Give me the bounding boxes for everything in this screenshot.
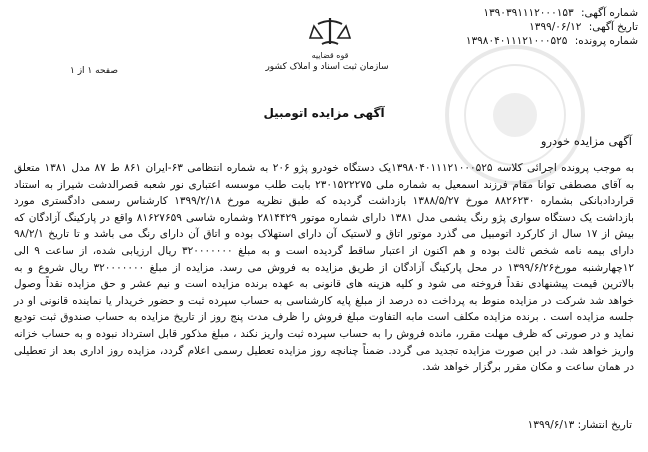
page-number: صفحه ۱ از ۱ [70,66,118,76]
notice-body: به موجب پرونده اجرائی کلاسه ۱۳۹۸۰۴۰۱۱۱۲۱۰۰۰۵۲۵یک دستگاه خودرو پژو ۲۰۶ به شماره انتظامی ۶۳-ایران ۸۶۱ ط ۸۷ مدل ۱۳۸۱ متعلق به آقای مصطفی توانا مقام فرزند اسمعیل به شماره ملی ۲۳۰۱۵۲۲۲۷۵ بابت طلب موسسه اعتباری نور شعبه قصرالدشت شیراز به استناد قراردادبانکی بشماره ۸۸۲۶۲۳۰ مورخ ۱۳۸۸/۵/۲۷ بازداشت گردیده که طبق نظریه مورخ ۱۳۹۹/۲/۱۸ کارشناس رسمی دادگستری مورد بازداشت یک دستگاه سواری پژو رنگ یشمی مدل ۱۳۸۱ دارای شماره موتور ۲۸۱۴۴۲۹ وشماره شاسی ۸۱۶۲۷۶۵۹ واقع در پارکینگ آزادگان که بیش از ۱۷ سال از کارکرد اتومبیل می گذرد موتور اتاق و لاستیک آن دارای استهلاک بوده و اتاق آن دارای رنگ می باشد و تا تاریخ ۹۸/۲/۱ دارای بیمه نامه شخص ثالث بوده و هم اکنون از اعتبار ساقط گردیده است و به مبلغ ۳۲۰۰۰۰۰۰۰ ریال ارزیابی شده، از ساعت ۹ الی ۱۲چهارشنبه مورخ۱۳۹۹/۶/۲۶ در محل پارکینگ آزادگان از طریق مزایده به فروش می رسد. مزایده از مبلغ ۳۲۰۰۰۰۰۰۰ ریال شروع و به بالاترین قیمت پیشنهادی نقداً فروخته می شود و کلیه هزینه های قانونی به عهده برنده مزایده است و نیم عشر و حق مزایده نقداً وصول خواهد شد شرکت در مزایده منوط به پرداخت ده درصد از مبلغ پایه کارشناسی به حساب سپرده ثبت و حضور خریدار یا نماینده قانونی او در جلسه مزایده است . برنده مزایده مکلف است مابه التفاوت مبلغ فروش را ظرف مدت پنج روز از تاریخ مزایده به حساب صندوق ثبت تودیع نماید و در صورتی که ظرف مهلت مقرر، مانده فروش را به حساب سپرده ثبت واریز نکند ، مبلغ مذکور قابل استرداد نبوده و به حساب خزانه واریز خواهد شد. در این صورت مزایده تجدید می گردد. ضمناً چنانچه روز مزایده تعطیل رسمی اعلام گردد، مزایده روز اداری بعد از تعطیلی در همان ساعت و مکان مقرر برگزار خواهد شد. [14,162,635,374]
notice-date-label: تاریخ آگهی: [588,21,638,33]
notice-number-label: شماره آگهی: [580,7,638,19]
notice-number-row [388,6,638,20]
case-number-label: شماره پرونده: [574,35,638,47]
document-subtitle: آگهی مزایده خودرو [540,134,632,148]
case-number-row [388,34,638,48]
organization-name: سازمان ثبت اسناد و املاک کشور [265,62,389,72]
judiciary-emblem-icon [300,14,360,62]
emblem-caption: قوه قضاییه [311,51,349,60]
notice-date-row [388,20,638,34]
publish-date-row [528,418,632,433]
publish-date: ۱۳۹۹/۶/۱۳ [527,419,575,431]
notice-number: ۱۳۹۰۳۹۱۱۱۲۰۰۰۱۵۳ [483,7,574,19]
notice-date: ۱۳۹۹/۰۶/۱۲ [529,21,582,33]
publish-date-label: تاریخ انتشار: [577,419,632,431]
document-title: آگهی مزایده اتومبیل [263,106,385,120]
header-fields [388,6,638,48]
case-number: ۱۳۹۸۰۴۰۱۱۱۲۱۰۰۰۵۲۵ [465,35,568,47]
